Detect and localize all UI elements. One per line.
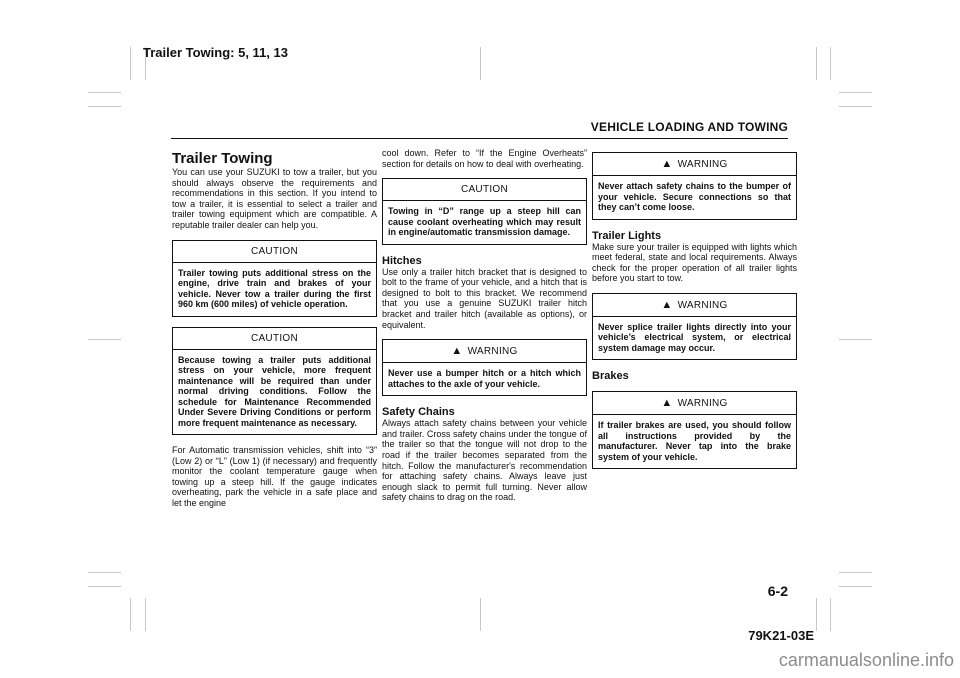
caution-box — [382, 178, 587, 245]
warning-title: ▲ WARNING — [593, 294, 796, 317]
caution-title: CAUTION — [173, 328, 376, 350]
crop-mark — [839, 586, 872, 587]
caution-text: Towing in “D” range up a steep hill can cause coolant overheating which may result in engine/automatic transmission damage. — [388, 206, 581, 238]
crop-mark — [145, 598, 146, 631]
caution-box — [172, 240, 377, 317]
trailer-lights-heading: Trailer Lights — [592, 229, 662, 242]
hitches-paragraph: Use only a trailer hitch bracket that is designed to bolt to the frame of your vehicle, and a hitch that is designed to bolt to this bracket. We recommend that you use a genuine SUZUKI trailer hitch bracket and trailer hitch (available as options), or equivalent. — [382, 266, 587, 330]
column-2 — [382, 148, 587, 503]
crop-mark — [88, 572, 121, 573]
intro-paragraph: You can use your SUZUKI to tow a trailer, but you should always observe the requirements and recommendations in this section. If you intend to tow a trailer, it is essential to select a trailer and trailer towing equipment which are compatible. A reputable trailer dealer can help you. — [172, 167, 377, 230]
warning-title: ▲ WARNING — [593, 392, 796, 415]
document-code: 79K21-03E — [748, 628, 814, 643]
crop-mark — [88, 106, 121, 107]
page-number: 6-2 — [767, 583, 788, 599]
warning-title: ▲ WARNING — [383, 340, 586, 363]
brakes-heading: Brakes — [592, 370, 629, 383]
crop-mark — [830, 598, 831, 631]
warning-text: Never attach safety chains to the bumper of your vehicle. Secure connections so that they can’t come loose. — [598, 181, 791, 212]
caution-text: Trailer towing puts additional stress on the engine, drive train and brakes of your vehicle. Never tow a trailer during the first 960 km (600 miles) of vehicle operation. — [178, 267, 371, 310]
watermark: carmanualsonline.info — [778, 650, 954, 670]
crop-mark — [830, 47, 831, 80]
transmission-paragraph: For Automatic transmission vehicles, shift into “3” (Low 2) or “L” (Low 1) (if necessary) and frequently monitor the coolant temperature gauge when towing up a steep hill. If the gauge indicates overheating, park the vehicle in a safe place and let the engine — [172, 445, 377, 509]
crop-mark — [88, 339, 121, 340]
warning-box — [592, 391, 797, 469]
crop-mark — [839, 572, 872, 573]
trailer-lights-paragraph: Make sure your trailer is equipped with lights which meet federal, state and local requirements. Always check for the proper operation of all trailer lights before you start to tow. — [592, 241, 797, 284]
warning-text: Never use a bumper hitch or a hitch which attaches to the axle of your vehicle. — [388, 368, 581, 389]
caution-text: Because towing a trailer puts additional stress on your vehicle, more frequent maintenance will be required than under normal driving conditions. Follow the schedule for Maintenance Recommended Under Severe Driving Conditions or perform more frequent maintenance as necessary. — [178, 354, 371, 428]
page-tag: Trailer Towing: 5, 11, 13 — [143, 45, 288, 60]
caution-title: CAUTION — [173, 241, 376, 263]
section-title: Trailer Towing — [172, 150, 273, 167]
crop-mark — [816, 47, 817, 80]
crop-mark — [480, 47, 481, 80]
crop-mark — [88, 92, 121, 93]
crop-mark — [480, 598, 481, 631]
safety-chains-heading: Safety Chains — [382, 406, 455, 419]
warning-icon: ▲ — [661, 397, 673, 410]
warning-icon: ▲ — [661, 158, 673, 170]
overheat-paragraph: cool down. Refer to “If the Engine Overheats” section for details on how to deal with overheating. — [382, 148, 587, 169]
running-head: VEHICLE LOADING AND TOWING — [590, 120, 788, 134]
hitches-heading: Hitches — [382, 254, 422, 267]
crop-mark — [839, 92, 872, 93]
crop-mark — [839, 339, 872, 340]
warning-box — [382, 339, 587, 396]
warning-box — [592, 293, 797, 361]
column-3 — [592, 148, 797, 479]
warning-box — [592, 152, 797, 220]
crop-mark — [130, 598, 131, 631]
warning-title: ▲ WARNING — [593, 153, 796, 176]
caution-title: CAUTION — [383, 179, 586, 201]
column-1 — [172, 148, 377, 509]
warning-text: Never splice trailer lights directly into your vehicle’s electrical system, or electrical system damage may occur. — [598, 321, 791, 353]
safety-chains-paragraph: Always attach safety chains between your vehicle and trailer. Cross safety chains under the tongue of the trailer so that the tongue will not drop to the road if the trailer becomes separated from the hitch. Follow the manufacturer's recommendation for attaching safety chains. Always leave just enough slack to permit full turning. Never allow safety chains to drag on the road. — [382, 418, 587, 503]
crop-mark — [839, 106, 872, 107]
crop-mark — [88, 586, 121, 587]
crop-mark — [130, 47, 131, 80]
warning-icon: ▲ — [451, 345, 463, 358]
warning-text: If trailer brakes are used, you should follow all instructions provided by the manufacturer. Never tap into the brake system of your vehicle. — [598, 420, 791, 462]
header-rule — [171, 138, 788, 139]
caution-box — [172, 327, 377, 436]
warning-icon: ▲ — [661, 298, 673, 311]
crop-mark — [816, 598, 817, 631]
